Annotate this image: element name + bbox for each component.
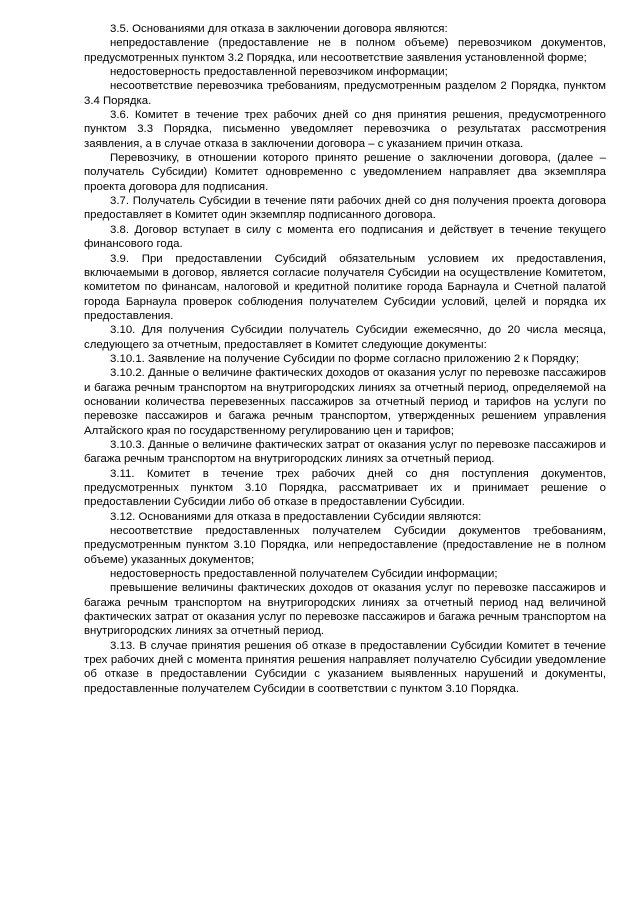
paragraph-3-9: 3.9. При предоставлении Субсидий обязательным условием их предоставления, включаемыми в договор, является согласие получателя Субсидии на осуществление Комитетом, комитетом по финансам, налоговой и кредитной политике города Барнаула и Счетной палатой города Барнаула проверок соблюдения получателем Субсидии условий, целей и порядка их предоставления. (84, 252, 606, 322)
paragraph-3-12-item-1: несоответствие предоставленных получателем Субсидии документов требованиям, предусмотренным пунктом 3.10 Порядка, или непредоставление (предоставление не в полном объеме) указанных документов; (84, 525, 606, 566)
paragraph-3-5: 3.5. Основаниями для отказа в заключении договора являются: (110, 23, 448, 35)
paragraph-3-6: 3.6. Комитет в течение трех рабочих дней со дня принятия решения, предусмотренного пунктом 3.3 Порядка, письменно уведомляет перевозчика о результатах рассмотрения заявления, а в случае отказа в заключении договора – с указанием причин отказа. (84, 109, 606, 150)
paragraph-3-8: 3.8. Договор вступает в силу с момента его подписания и действует в течение текущего финансового года. (84, 223, 606, 251)
paragraph-3-10-3: 3.10.3. Данные о величине фактических затрат от оказания услуг по перевозке пассажиров и багажа речным транспортом на внутригородских линиях за отчетный период. (84, 438, 606, 466)
paragraph-3-12-item-3: превышение величины фактических доходов от оказания услуг по перевозке пассажиров и багажа речным транспортом на внутригородских линиях за отчетный период над величиной фактических затрат от оказания услуг по перевозке пассажиров и багажа речным транспортом на внутригородских линиях за отчетный период. (84, 582, 606, 638)
paragraph-3-10: 3.10. Для получения Субсидии получатель Субсидии ежемесячно, до 20 числа месяца, следующего за отчетным, предоставляет в Комитет следующие документы: (84, 324, 606, 351)
paragraph-3-5-item-2: недостоверность предоставленной перевозчиком информации; (110, 66, 448, 79)
paragraph-3-10-2: 3.10.2. Данные о величине фактических доходов от оказания услуг по перевозке пассажиров и багажа речным транспортом на внутригородских линиях за отчетный период, определяемой на основании количества перевезенных пассажиров за отчетный период и тарифов на услуги по перевозке пассажиров и багажа речным транспортом, утвержденных решением управления Алтайского края по государственному регулированию цен и тарифов; (84, 367, 606, 437)
paragraph-3-5-item-3: несоответствие перевозчика требованиям, предусмотренным разделом 2 Порядка, пунктом 3.4 Порядка. (84, 80, 606, 107)
paragraph-3-5-item-1: непредоставление (предоставление не в полном объеме) перевозчиком документов, предусмотренных пунктом 3.2 Порядка, или несоответствие заявления установленной форме; (84, 37, 606, 64)
paragraph-3-10-1: 3.10.1. Заявление на получение Субсидии по форме согласно приложению 2 к Порядку; (110, 352, 580, 365)
paragraph-3-11: 3.11. Комитет в течение трех рабочих дней со дня поступления документов, предусмотренных пунктом 3.10 Порядка, рассматривает их и принимает решение о предоставлении Субсидии либо об отказе в предоставлении Субсидии. (84, 467, 606, 509)
paragraph-3-12-item-2: недостоверность предоставленной получателем Субсидии информации; (110, 568, 498, 581)
paragraph-3-6-continued: Перевозчику, в отношении которого принято решение о заключении договора, (далее – получатель Субсидии) Комитет одновременно с уведомлением направляет два экземпляра проекта договора для подписания. (84, 152, 606, 193)
paragraph-3-12: 3.12. Основаниями для отказа в предоставлении Субсидии являются: (110, 510, 482, 523)
paragraph-3-7: 3.7. Получатель Субсидии в течение пяти рабочих дней со дня получения проекта договора предоставляет в Комитет один экземпляр подписанного договора. (84, 195, 606, 222)
paragraph-3-13: 3.13. В случае принятия решения об отказе в предоставлении Субсидии Комитет в течение трех рабочих дней с момента принятия решения направляет получателю Субсидии уведомление об отказе в предоставлении Субсидии с указанием выявленных нарушений и документы, предоставленные получателем Субсидии в соответствии с пунктом 3.10 Порядка. (84, 639, 606, 695)
